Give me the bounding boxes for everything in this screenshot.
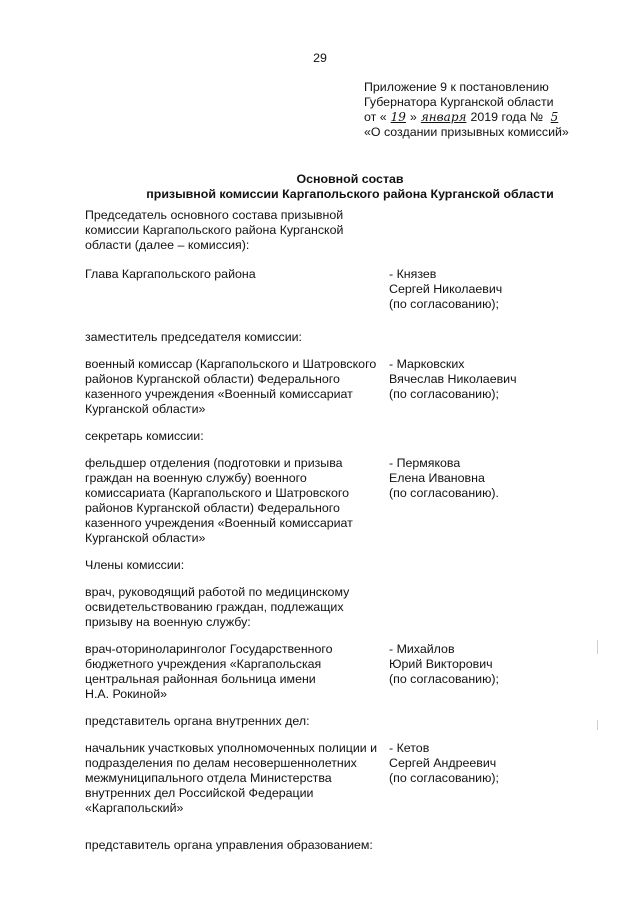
handwritten-month: января — [420, 110, 467, 124]
entry-doctor — [85, 642, 555, 702]
entry-secretary — [85, 456, 555, 546]
entry-secretary-heading — [85, 429, 555, 444]
entry-deputy-heading — [85, 330, 555, 345]
entry-right: - Михайлов Юрий Викторович (по согласованию); — [389, 642, 499, 686]
entry-right — [389, 208, 555, 253]
entry-left: начальник участковых уполномоченных полиции и подразделения по делам несовершеннолетних межмуниципального отдела Министерства внутренних дел Российской Федерации «Каргапольский» — [85, 741, 378, 815]
entry-chairman-heading — [85, 208, 555, 253]
entry-right — [389, 585, 555, 630]
entry-police — [85, 741, 555, 816]
appendix-header — [364, 80, 594, 140]
entry-left: заместитель председателя комиссии: — [85, 330, 302, 344]
entry-deputy — [85, 357, 555, 417]
commission-list — [85, 208, 555, 853]
appendix-line-2: Губернатора Курганской области — [364, 95, 554, 109]
date-quote: » — [409, 110, 417, 124]
entry-chairman — [85, 267, 555, 312]
entry-left: Председатель основного состава призывной комиссии Каргапольского района Курганской области (далее – комиссия): — [85, 208, 344, 252]
entry-education-heading — [85, 838, 555, 853]
entry-left: врач-оториноларинголог Государственного бюджетного учреждения «Каргапольская центральная районная больница имени Н.А. Рокиной» — [85, 642, 333, 701]
title-line-1: Основной состав — [296, 172, 404, 186]
entry-right: - Кетов Сергей Андреевич (по согласованию); — [389, 741, 499, 785]
entry-left: представитель органа управления образованием: — [85, 838, 373, 852]
entry-right — [389, 558, 555, 573]
entry-members-heading — [85, 558, 555, 573]
entry-right — [389, 330, 555, 345]
scan-mark — [597, 720, 598, 730]
entry-left: фельдшер отделения (подготовки и призыва граждан на военную службу) военного комиссариата (Каргапольского и Шатровского районов Курганской области) Федерального казенного учреждения «Военный комиссариат Курганской области» — [85, 456, 353, 545]
entry-right: - Марковских Вячеслав Николаевич (по согласованию); — [389, 357, 517, 401]
appendix-line-3 — [364, 110, 594, 125]
entry-right: - Князев Сергей Николаевич (по согласованию); — [389, 267, 503, 311]
entry-left: врач, руководящий работой по медицинскому освидетельствованию граждан, подлежащих призыву на военную службу: — [85, 585, 350, 629]
entry-right: - Пермякова Елена Ивановна (по согласованию). — [389, 456, 499, 500]
handwritten-number: 5 — [550, 110, 559, 124]
date-year: 2019 года № — [470, 110, 547, 124]
appendix-line-1: Приложение 9 к постановлению — [364, 80, 549, 94]
entry-police-heading — [85, 714, 555, 729]
page-number: 29 — [313, 51, 327, 65]
entry-left: представитель органа внутренних дел: — [85, 714, 310, 728]
entry-left: Глава Каргапольского района — [85, 267, 256, 281]
appendix-line-4: «О создании призывных комиссий» — [364, 125, 569, 139]
scan-mark — [597, 640, 598, 654]
title-line-2: призывной комиссии Каргапольского района Курганской области — [146, 187, 554, 201]
entry-doctor-heading — [85, 585, 555, 630]
entry-right — [389, 429, 555, 444]
entry-right — [389, 714, 555, 729]
entry-left: секретарь комиссии: — [85, 429, 204, 443]
handwritten-day: 19 — [390, 110, 406, 124]
entry-left: военный комиссар (Каргапольского и Шатровского районов Курганской области) Федерального казенного учреждения «Военный комиссариат Курганской области» — [85, 357, 377, 416]
entry-left: Члены комиссии: — [85, 558, 185, 572]
document-title — [0, 172, 640, 202]
date-prefix: от « — [364, 110, 387, 124]
